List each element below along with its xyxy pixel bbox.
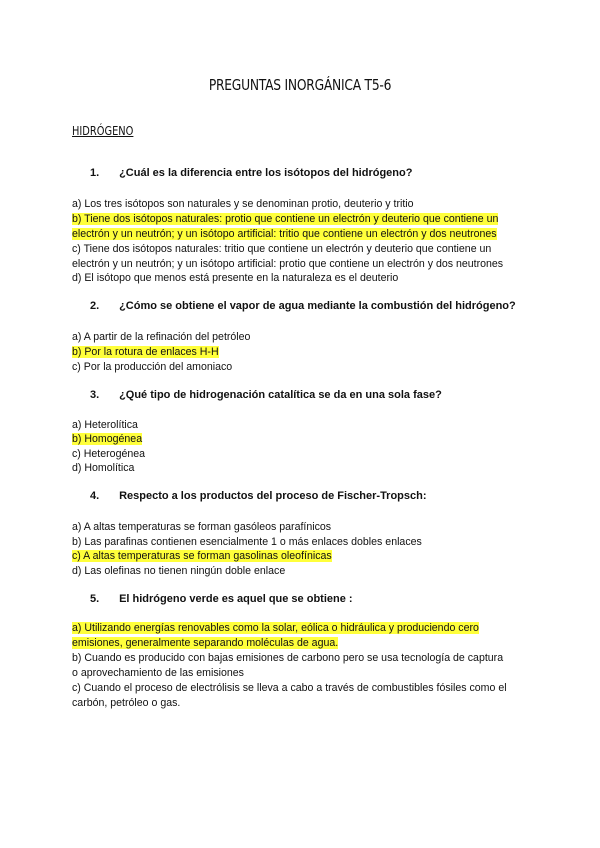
question-5	[72, 593, 353, 605]
option-1a	[72, 197, 532, 212]
option-1d	[72, 271, 532, 286]
option-3c	[72, 447, 532, 462]
option-3d	[72, 461, 532, 476]
highlighted-line: b) Homogénea	[72, 433, 143, 445]
option-5c	[72, 681, 532, 711]
option-line: d) Las olefinas no tienen ningún doble enlace	[72, 565, 286, 577]
option-line: c) Por la producción del amoniaco	[72, 361, 233, 373]
highlighted-line: b) Por la rotura de enlaces H-H	[72, 346, 219, 358]
option-line: a) A altas temperaturas se forman gasóleos parafínicos	[72, 521, 332, 533]
question-text: ¿Cómo se obtiene el vapor de agua mediante la combustión del hidrógeno?	[119, 300, 516, 312]
option-2b-correct	[72, 345, 532, 360]
option-line: carbón, petróleo o gas.	[72, 697, 181, 709]
highlighted-line: b) Tiene dos isótopos naturales: protio que contiene un electrón y deuterio que contiene un	[72, 213, 499, 225]
option-line: a) Los tres isótopos son naturales y se denominan protio, deuterio y tritio	[72, 198, 414, 210]
highlighted-line: electrón y un neutrón; y un isótopo artificial: tritio que contiene un electrón y dos neutrones	[72, 228, 497, 240]
option-line: b) Cuando es producido con bajas emisiones de carbono pero se usa tecnología de captura	[72, 652, 504, 664]
option-4b	[72, 535, 532, 550]
option-line: electrón y un neutrón; y un isótopo artificial: protio que contiene un electrón y dos neutrones	[72, 258, 504, 270]
section-heading: HIDRÓGENO	[72, 124, 134, 138]
option-line: d) El isótopo que menos está presente en la naturaleza es el deuterio	[72, 272, 399, 284]
option-3a	[72, 418, 532, 433]
document-title: PREGUNTAS INORGÁNICA T5-6	[208, 76, 392, 94]
question-2	[72, 300, 516, 312]
question-text: ¿Qué tipo de hidrogenación catalítica se da en una sola fase?	[119, 389, 442, 401]
highlighted-line: emisiones, generalmente separando moléculas de agua.	[72, 637, 339, 649]
question-number: 2.	[90, 300, 100, 312]
option-5a-correct	[72, 621, 532, 651]
question-text: El hidrógeno verde es aquel que se obtiene :	[119, 593, 353, 605]
option-line: c) Tiene dos isótopos naturales: tritio que contiene un electrón y deuterio que contiene un	[72, 243, 492, 255]
highlighted-line: a) Utilizando energías renovables como la solar, eólica o hidráulica y produciendo cero	[72, 622, 479, 634]
option-line: a) Heterolítica	[72, 419, 138, 431]
question-number: 3.	[90, 389, 100, 401]
question-number: 5.	[90, 593, 100, 605]
option-2a	[72, 330, 532, 345]
question-text: Respecto a los productos del proceso de Fischer-Tropsch:	[119, 490, 427, 502]
option-2c	[72, 360, 532, 375]
question-text: ¿Cuál es la diferencia entre los isótopos del hidrógeno?	[119, 167, 413, 179]
question-1	[72, 167, 412, 179]
option-1c	[72, 242, 532, 272]
option-line: a) A partir de la refinación del petróleo	[72, 331, 251, 343]
option-4a	[72, 520, 532, 535]
highlighted-line: c) A altas temperaturas se forman gasolinas oleofínicas	[72, 550, 332, 562]
option-line: c) Heterogénea	[72, 448, 146, 460]
question-3	[72, 389, 442, 401]
option-3b-correct	[72, 432, 532, 447]
option-5b	[72, 651, 532, 681]
option-line: o aprovechamiento de las emisiones	[72, 667, 244, 679]
question-4	[72, 490, 427, 502]
option-4c-correct	[72, 549, 532, 564]
option-4d	[72, 564, 532, 579]
option-line: d) Homolítica	[72, 462, 135, 474]
option-line: b) Las parafinas contienen esencialmente 1 o más enlaces dobles enlaces	[72, 536, 422, 548]
option-1b-correct	[72, 212, 532, 242]
question-number: 1.	[90, 167, 100, 179]
option-line: c) Cuando el proceso de electrólisis se lleva a cabo a través de combustibles fósiles como el	[72, 682, 507, 694]
question-number: 4.	[90, 490, 100, 502]
